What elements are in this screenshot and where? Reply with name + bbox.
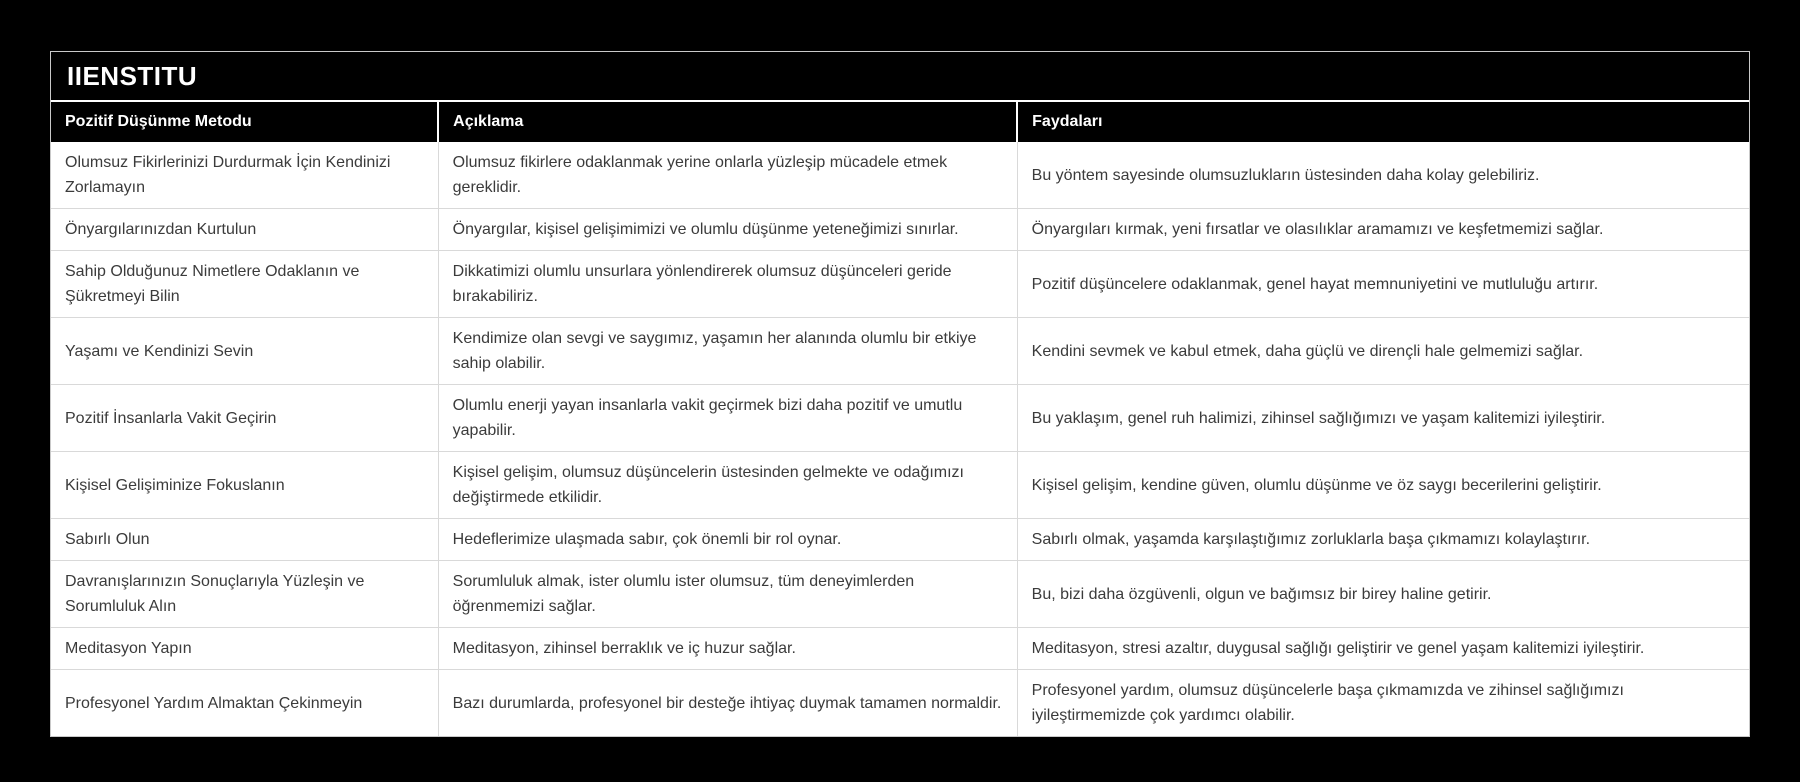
benefit-cell: Bu yöntem sayesinde olumsuzlukların üstesinden daha kolay gelebiliriz. — [1017, 142, 1749, 209]
benefit-cell: Pozitif düşüncelere odaklanmak, genel hayat memnuniyetini ve mutluluğu artırır. — [1017, 251, 1749, 318]
method-cell: Profesyonel Yardım Almaktan Çekinmeyin — [51, 670, 438, 737]
positive-thinking-table — [51, 102, 1749, 736]
benefit-cell: Kendini sevmek ve kabul etmek, daha güçlü ve dirençli hale gelmemizi sağlar. — [1017, 318, 1749, 385]
table-row — [51, 519, 1749, 561]
method-cell: Yaşamı ve Kendinizi Sevin — [51, 318, 438, 385]
description-cell: Sorumluluk almak, ister olumlu ister olumsuz, tüm deneyimlerden öğrenmemizi sağlar. — [438, 561, 1017, 628]
table-row — [51, 628, 1749, 670]
table-row — [51, 561, 1749, 628]
description-cell: Olumlu enerji yayan insanlarla vakit geçirmek bizi daha pozitif ve umutlu yapabilir. — [438, 385, 1017, 452]
method-cell: Davranışlarınızın Sonuçlarıyla Yüzleşin ve Sorumluluk Alın — [51, 561, 438, 628]
column-header-benefits: Faydaları — [1017, 102, 1749, 142]
brand-header — [51, 52, 1749, 102]
benefit-cell: Bu yaklaşım, genel ruh halimizi, zihinsel sağlığımızı ve yaşam kalitemizi iyileştirir. — [1017, 385, 1749, 452]
table-row — [51, 385, 1749, 452]
description-cell: Dikkatimizi olumlu unsurlara yönlendirerek olumsuz düşünceleri geride bırakabiliriz. — [438, 251, 1017, 318]
benefit-cell: Meditasyon, stresi azaltır, duygusal sağlığı geliştirir ve genel yaşam kalitemizi iyileştirir. — [1017, 628, 1749, 670]
description-cell: Önyargılar, kişisel gelişimimizi ve olumlu düşünme yeteneğimizi sınırlar. — [438, 209, 1017, 251]
table-header-row — [51, 102, 1749, 142]
brand-title: IIENSTITU — [67, 61, 198, 91]
column-header-description: Açıklama — [438, 102, 1017, 142]
benefit-cell: Önyargıları kırmak, yeni fırsatlar ve olasılıklar aramamızı ve keşfetmemizi sağlar. — [1017, 209, 1749, 251]
table-row — [51, 142, 1749, 209]
method-cell: Olumsuz Fikirlerinizi Durdurmak İçin Kendinizi Zorlamayın — [51, 142, 438, 209]
description-cell: Bazı durumlarda, profesyonel bir desteğe ihtiyaç duymak tamamen normaldir. — [438, 670, 1017, 737]
benefit-cell: Profesyonel yardım, olumsuz düşüncelerle başa çıkmamızda ve zihinsel sağlığımızı iyileştirmemizde çok yardımcı olabilir. — [1017, 670, 1749, 737]
description-cell: Hedeflerimize ulaşmada sabır, çok önemli bir rol oynar. — [438, 519, 1017, 561]
description-cell: Kendimize olan sevgi ve saygımız, yaşamın her alanında olumlu bir etkiye sahip olabilir. — [438, 318, 1017, 385]
benefit-cell: Kişisel gelişim, kendine güven, olumlu düşünme ve öz saygı becerilerini geliştirir. — [1017, 452, 1749, 519]
column-header-method: Pozitif Düşünme Metodu — [51, 102, 438, 142]
method-cell: Sabırlı Olun — [51, 519, 438, 561]
method-cell: Pozitif İnsanlarla Vakit Geçirin — [51, 385, 438, 452]
method-cell: Sahip Olduğunuz Nimetlere Odaklanın ve Şükretmeyi Bilin — [51, 251, 438, 318]
method-cell: Meditasyon Yapın — [51, 628, 438, 670]
table-row — [51, 318, 1749, 385]
table-row — [51, 251, 1749, 318]
benefit-cell: Bu, bizi daha özgüvenli, olgun ve bağımsız bir birey haline getirir. — [1017, 561, 1749, 628]
description-cell: Meditasyon, zihinsel berraklık ve iç huzur sağlar. — [438, 628, 1017, 670]
table-row — [51, 452, 1749, 519]
table-row — [51, 670, 1749, 737]
content-card — [50, 51, 1750, 737]
method-cell: Kişisel Gelişiminize Fokuslanın — [51, 452, 438, 519]
description-cell: Olumsuz fikirlere odaklanmak yerine onlarla yüzleşip mücadele etmek gereklidir. — [438, 142, 1017, 209]
benefit-cell: Sabırlı olmak, yaşamda karşılaştığımız zorluklarla başa çıkmamızı kolaylaştırır. — [1017, 519, 1749, 561]
method-cell: Önyargılarınızdan Kurtulun — [51, 209, 438, 251]
table-row — [51, 209, 1749, 251]
description-cell: Kişisel gelişim, olumsuz düşüncelerin üstesinden gelmekte ve odağımızı değiştirmede etkilidir. — [438, 452, 1017, 519]
